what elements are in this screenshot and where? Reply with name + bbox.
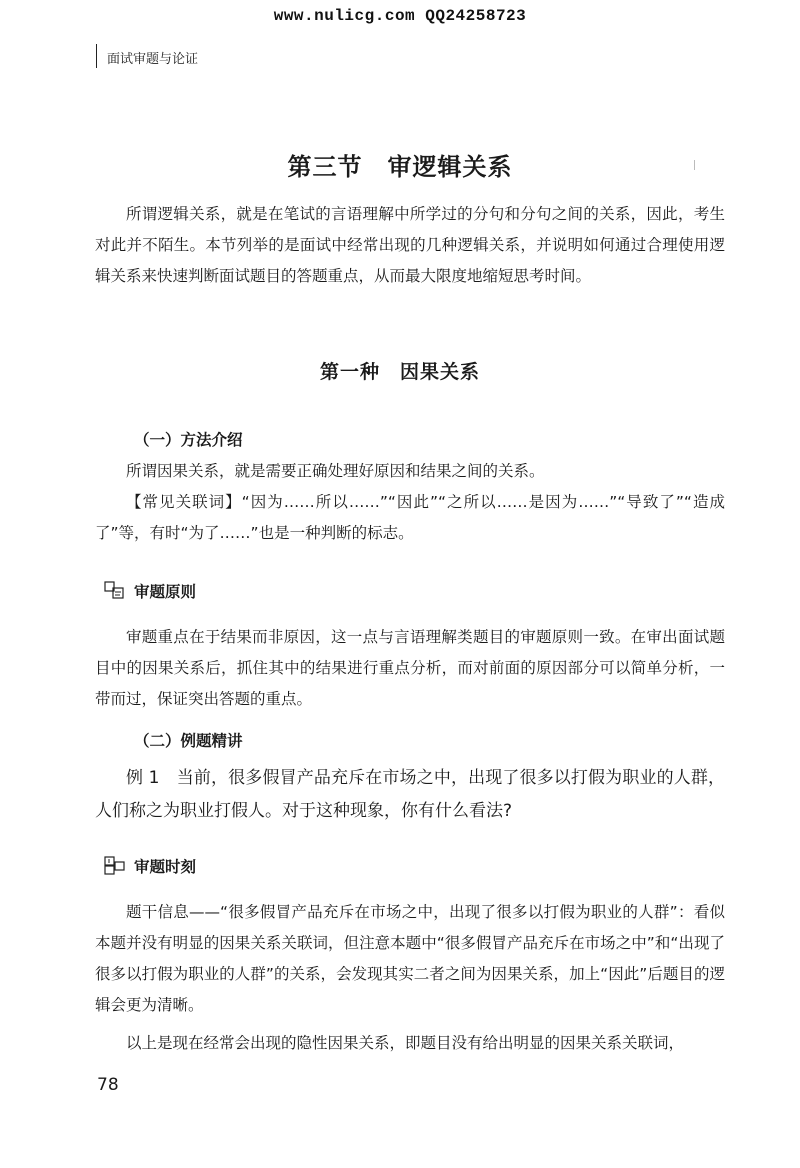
subsection-title: 第一种 因果关系 (319, 361, 480, 383)
page-number: 78 (97, 1075, 119, 1095)
clipboard-icon (104, 856, 126, 876)
analysis-paragraph: 题干信息——“很多假冒产品充斥在市场之中，出现了很多以打假为职业的人群”：看似本题并没有明显的因果关系关联词，但注意本题中“很多假冒产品充斥在市场之中”和“出现了很多以打假为职业的人群”的关系，会发现其实二者之间为因果关系，加上“因此”后题目的逻辑会更为清晰。 (95, 903, 725, 1014)
header-rule (96, 44, 97, 68)
example-paragraph: 例 1 当前，很多假冒产品充斥在市场之中，出现了很多以打假为职业的人群，人们称之为职业打假人。对于这种现象，你有什么看法? (95, 768, 725, 821)
section-title: 第三节 审逻辑关系 (287, 153, 513, 181)
notepad-icon (104, 581, 126, 599)
common-connectives: 【常见关联词】“因为……所以……”“因此”“之所以……是因为……”“导致了”“造成了”等，有时“为了……”也是一种判断的标志。 (95, 493, 725, 542)
running-header-text: 面试审题与论证 (107, 52, 199, 67)
principle-heading-label: 审题原则 (134, 583, 197, 601)
closing-line: 以上是现在经常会出现的隐性因果关系，即题目没有给出明显的因果关系关联词， (126, 1034, 685, 1052)
part2-heading: （二）例题精讲 (134, 732, 243, 750)
principle-paragraph: 审题重点在于结果而非原因，这一点与言语理解类题目的审题原则一致。在审出面试题目中的因果关系后，抓住其中的结果进行重点分析，而对前面的原因部分可以简单分析，一带而过，保证突出答题的重点。 (95, 628, 725, 708)
moment-heading-label: 审题时刻 (134, 858, 197, 876)
intro-paragraph: 所谓逻辑关系，就是在笔试的言语理解中所学过的分句和分句之间的关系，因此，考生对此并不陌生。本节列举的是面试中经常出现的几种逻辑关系，并说明如何通过合理使用逻辑关系来快速判断面试题目的答题重点，从而最大限度地缩短思考时间。 (95, 205, 725, 285)
part1-heading: （一）方法介绍 (134, 431, 243, 449)
watermark: www.nulicg.com QQ24258723 (273, 7, 527, 25)
method-definition: 所谓因果关系，就是需要正确处理好原因和结果之间的关系。 (126, 462, 545, 480)
